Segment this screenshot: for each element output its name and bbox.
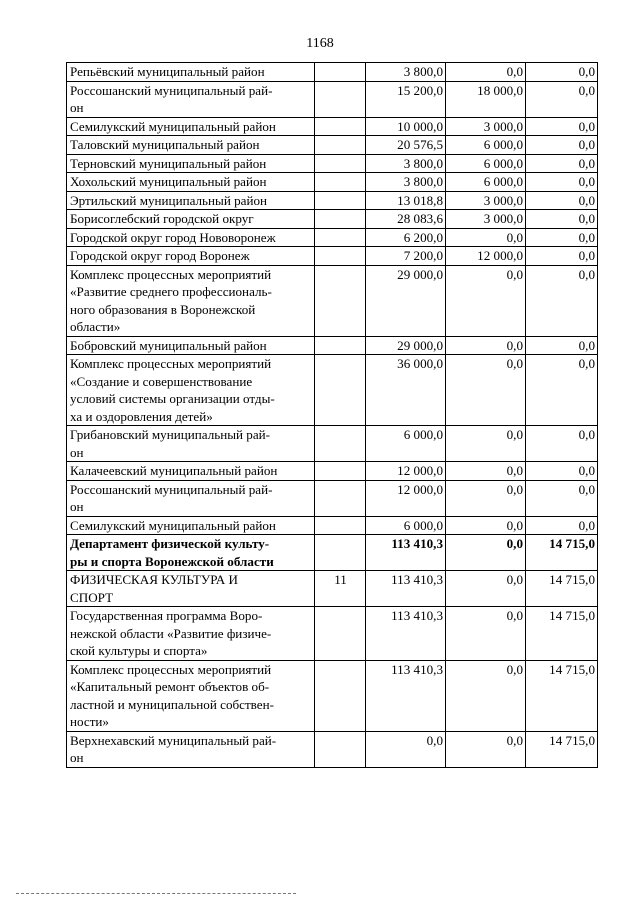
row-value-3: 14 715,0	[526, 660, 598, 731]
table-row	[67, 265, 598, 336]
row-value-2: 6 000,0	[446, 136, 526, 155]
row-value-3: 0,0	[526, 136, 598, 155]
row-name: Комплекс процессных мероприятий «Капитальный ремонт объектов об- ластной и муниципальной собствен- ности»	[67, 660, 315, 731]
table-row	[67, 228, 598, 247]
row-value-1: 15 200,0	[366, 81, 446, 117]
table-row	[67, 191, 598, 210]
row-value-1: 6 000,0	[366, 426, 446, 462]
table-row	[67, 480, 598, 516]
row-value-1: 3 800,0	[366, 154, 446, 173]
row-value-2: 3 000,0	[446, 117, 526, 136]
row-value-2: 18 000,0	[446, 81, 526, 117]
row-name: Бобровский муниципальный район	[67, 336, 315, 355]
row-name: Городской округ город Нововоронеж	[67, 228, 315, 247]
row-value-1: 113 410,3	[366, 660, 446, 731]
row-value-1: 29 000,0	[366, 265, 446, 336]
row-name: Калачеевский муниципальный район	[67, 462, 315, 481]
table-row	[67, 136, 598, 155]
row-section-code	[315, 480, 366, 516]
row-value-1: 0,0	[366, 731, 446, 767]
row-section-code	[315, 426, 366, 462]
row-name: Комплекс процессных мероприятий «Развитие среднего профессиональ- ного образования в Воронежской области»	[67, 265, 315, 336]
row-name: ФИЗИЧЕСКАЯ КУЛЬТУРА И СПОРТ	[67, 571, 315, 607]
row-value-2: 0,0	[446, 660, 526, 731]
table-row	[67, 607, 598, 661]
row-name: Хохольский муниципальный район	[67, 173, 315, 192]
table-row	[67, 336, 598, 355]
row-section-code	[315, 462, 366, 481]
row-name: Государственная программа Воро- нежской области «Развитие физиче- ской культуры и спорта»	[67, 607, 315, 661]
row-value-3: 14 715,0	[526, 535, 598, 571]
row-section-code	[315, 173, 366, 192]
row-section-code	[315, 154, 366, 173]
row-value-3: 0,0	[526, 173, 598, 192]
row-name: Борисоглебский городской округ	[67, 210, 315, 229]
row-section-code	[315, 607, 366, 661]
row-value-1: 13 018,8	[366, 191, 446, 210]
row-name: Эртильский муниципальный район	[67, 191, 315, 210]
row-section-code	[315, 117, 366, 136]
row-name: Россошанский муниципальный рай- он	[67, 81, 315, 117]
row-value-1: 29 000,0	[366, 336, 446, 355]
table-row	[67, 117, 598, 136]
row-value-1: 6 000,0	[366, 516, 446, 535]
footer-divider	[16, 893, 296, 894]
row-value-3: 0,0	[526, 480, 598, 516]
row-value-1: 12 000,0	[366, 462, 446, 481]
table-row	[67, 426, 598, 462]
row-section-code	[315, 265, 366, 336]
row-section-code	[315, 535, 366, 571]
row-name: Городской округ город Воронеж	[67, 247, 315, 266]
table-body	[67, 63, 598, 768]
row-value-2: 0,0	[446, 571, 526, 607]
row-name: Департамент физической культу- ры и спорта Воронежской области	[67, 535, 315, 571]
row-value-3: 0,0	[526, 247, 598, 266]
row-value-2: 0,0	[446, 426, 526, 462]
row-value-2: 6 000,0	[446, 154, 526, 173]
row-value-2: 0,0	[446, 535, 526, 571]
table-row	[67, 355, 598, 426]
row-value-1: 7 200,0	[366, 247, 446, 266]
row-value-2: 6 000,0	[446, 173, 526, 192]
row-section-code	[315, 660, 366, 731]
table-row	[67, 571, 598, 607]
row-value-1: 113 410,3	[366, 571, 446, 607]
budget-table	[66, 62, 598, 768]
row-value-2: 0,0	[446, 731, 526, 767]
row-value-2: 12 000,0	[446, 247, 526, 266]
row-value-2: 0,0	[446, 336, 526, 355]
row-value-3: 0,0	[526, 210, 598, 229]
table-row	[67, 731, 598, 767]
row-value-3: 0,0	[526, 426, 598, 462]
row-section-code: 11	[315, 571, 366, 607]
row-value-1: 113 410,3	[366, 607, 446, 661]
row-section-code	[315, 63, 366, 82]
table-row	[67, 247, 598, 266]
table-row	[67, 535, 598, 571]
row-section-code	[315, 336, 366, 355]
row-value-2: 0,0	[446, 607, 526, 661]
table-row	[67, 173, 598, 192]
page-number: 1168	[306, 36, 334, 51]
row-value-3: 0,0	[526, 355, 598, 426]
row-section-code	[315, 210, 366, 229]
row-name: Терновский муниципальный район	[67, 154, 315, 173]
row-name: Комплекс процессных мероприятий «Создание и совершенствование условий системы организации отды- ха и оздоровления детей»	[67, 355, 315, 426]
row-section-code	[315, 516, 366, 535]
row-value-3: 14 715,0	[526, 571, 598, 607]
row-value-3: 0,0	[526, 228, 598, 247]
row-section-code	[315, 355, 366, 426]
row-value-3: 0,0	[526, 81, 598, 117]
row-value-2: 0,0	[446, 516, 526, 535]
table-row	[67, 63, 598, 82]
row-value-3: 0,0	[526, 63, 598, 82]
row-value-1: 36 000,0	[366, 355, 446, 426]
row-name: Россошанский муниципальный рай- он	[67, 480, 315, 516]
row-value-1: 3 800,0	[366, 173, 446, 192]
table-row	[67, 660, 598, 731]
row-value-3: 0,0	[526, 462, 598, 481]
row-value-2: 0,0	[446, 462, 526, 481]
row-value-2: 3 000,0	[446, 191, 526, 210]
row-section-code	[315, 247, 366, 266]
table-row	[67, 154, 598, 173]
row-value-2: 0,0	[446, 63, 526, 82]
row-value-3: 0,0	[526, 516, 598, 535]
row-name: Семилукский муниципальный район	[67, 516, 315, 535]
row-name: Семилукский муниципальный район	[67, 117, 315, 136]
row-value-1: 28 083,6	[366, 210, 446, 229]
table-row	[67, 81, 598, 117]
row-section-code	[315, 731, 366, 767]
row-value-2: 0,0	[446, 480, 526, 516]
row-value-1: 3 800,0	[366, 63, 446, 82]
table-row	[67, 462, 598, 481]
row-section-code	[315, 191, 366, 210]
table-row	[67, 516, 598, 535]
row-section-code	[315, 228, 366, 247]
row-value-3: 0,0	[526, 265, 598, 336]
row-value-1: 6 200,0	[366, 228, 446, 247]
table-row	[67, 210, 598, 229]
row-value-3: 0,0	[526, 191, 598, 210]
row-name: Грибановский муниципальный рай- он	[67, 426, 315, 462]
row-value-3: 0,0	[526, 336, 598, 355]
row-name: Верхнехавский муниципальный рай- он	[67, 731, 315, 767]
row-value-2: 0,0	[446, 355, 526, 426]
row-value-2: 0,0	[446, 228, 526, 247]
row-value-1: 12 000,0	[366, 480, 446, 516]
row-value-3: 14 715,0	[526, 607, 598, 661]
row-value-3: 0,0	[526, 117, 598, 136]
row-value-3: 14 715,0	[526, 731, 598, 767]
row-section-code	[315, 81, 366, 117]
row-value-2: 0,0	[446, 265, 526, 336]
row-section-code	[315, 136, 366, 155]
row-value-1: 10 000,0	[366, 117, 446, 136]
row-name: Таловский муниципальный район	[67, 136, 315, 155]
row-value-1: 113 410,3	[366, 535, 446, 571]
row-value-3: 0,0	[526, 154, 598, 173]
row-value-2: 3 000,0	[446, 210, 526, 229]
row-name: Репьёвский муниципальный район	[67, 63, 315, 82]
row-value-1: 20 576,5	[366, 136, 446, 155]
